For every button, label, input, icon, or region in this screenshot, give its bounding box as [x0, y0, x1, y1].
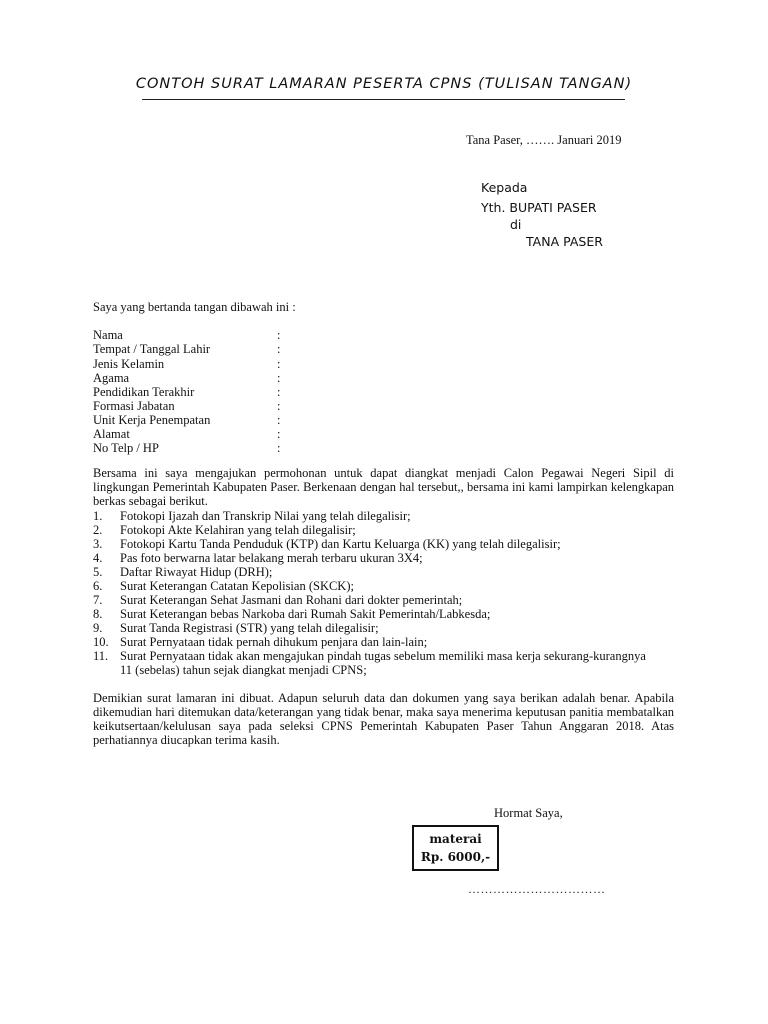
list-number: 3.	[93, 537, 103, 551]
field-label-telp: No Telp / HP	[93, 441, 159, 455]
field-label-pendidikan: Pendidikan Terakhir	[93, 385, 195, 399]
paragraph-closing: Demikian surat lamaran ini dibuat. Adapun seluruh data dan dokumen yang saya berikan adalah benar. Apabila dikemudian hari ditemukan data/keterangan yang tidak benar, maka saya menerima keputusan panitia membatalkan keikutsertaan/kelulusan saya pada seleksi CPNS Pemerintah Kabupaten Paser Tahun Anggaran 2018. Atas perhatiannya diucapkan terima kasih.	[93, 691, 674, 747]
list-item: Surat Keterangan bebas Narkoba dari Rumah Sakit Pemerintah/Labkesda;	[120, 607, 491, 621]
field-colon: :	[277, 357, 281, 371]
list-item: Surat Pernyataan tidak akan mengajukan pindah tugas sebelum memiliki masa kerja sekurang-kurangnya	[120, 649, 646, 663]
field-label-unit-kerja: Unit Kerja Penempatan	[93, 413, 211, 427]
materai-stamp-box	[412, 825, 499, 871]
field-label-nama: Nama	[93, 328, 123, 342]
list-item: Surat Pernyataan tidak pernah dihukum penjara dan lain-lain;	[120, 635, 428, 649]
date-line: Tana Paser, ……. Januari 2019	[466, 133, 622, 147]
list-number: 11.	[93, 649, 109, 663]
paragraph-request: Bersama ini saya mengajukan permohonan untuk dapat diangkat menjadi Calon Pegawai Negeri Sipil di lingkungan Pemerintah Kabupaten Paser. Berkenaan dengan hal tersebut,, bersama ini kami lampirkan kelengkapan berkas sebagai berikut.	[93, 466, 674, 508]
list-item: Surat Keterangan Sehat Jasmani dan Rohani dari dokter pemerintah;	[120, 593, 463, 607]
field-colon: :	[277, 399, 281, 413]
field-label-formasi: Formasi Jabatan	[93, 399, 175, 413]
list-number: 6.	[93, 579, 103, 593]
list-number: 2.	[93, 523, 103, 537]
title-underline	[142, 99, 625, 100]
letter-title: CONTOH SURAT LAMARAN PESERTA CPNS (TULISAN TANGAN)	[135, 76, 633, 92]
stamp-line-2: Rp. 6000,-	[420, 850, 491, 864]
stamp-line-1: materai	[429, 832, 482, 846]
field-colon: :	[277, 342, 281, 356]
list-number: 1.	[93, 509, 103, 523]
list-item: Fotokopi Ijazah dan Transkrip Nilai yang telah dilegalisir;	[120, 509, 411, 523]
list-item: Pas foto berwarna latar belakang merah terbaru ukuran 3X4;	[120, 551, 423, 565]
list-number: 10.	[93, 635, 109, 649]
field-colon: :	[277, 413, 281, 427]
list-item: Daftar Riwayat Hidup (DRH);	[120, 565, 273, 579]
field-label-agama: Agama	[93, 371, 130, 385]
address-di: di	[510, 217, 522, 232]
list-number: 4.	[93, 551, 103, 565]
field-colon: :	[277, 328, 281, 342]
field-colon: :	[277, 371, 281, 385]
field-colon: :	[277, 441, 281, 455]
field-colon: :	[277, 385, 281, 399]
list-number: 8.	[93, 607, 103, 621]
intro-text: Saya yang bertanda tangan dibawah ini :	[93, 300, 296, 314]
field-colon: :	[277, 427, 281, 441]
list-item-continuation: 11 (sebelas) tahun sejak diangkat menjadi CPNS;	[120, 663, 367, 677]
field-label-ttl: Tempat / Tanggal Lahir	[93, 342, 211, 356]
list-number: 7.	[93, 593, 103, 607]
list-item: Fotokopi Kartu Tanda Penduduk (KTP) dan Kartu Keluarga (KK) yang telah dilegalisir;	[120, 537, 561, 551]
address-kepada: Kepada	[481, 180, 528, 195]
list-item: Surat Tanda Registrasi (STR) yang telah dilegalisir;	[120, 621, 379, 635]
list-number: 9.	[93, 621, 103, 635]
list-item: Fotokopi Akte Kelahiran yang telah dilegalisir;	[120, 523, 356, 537]
field-label-alamat: Alamat	[93, 427, 130, 441]
address-place: TANA PASER	[526, 234, 603, 249]
signature-line: ……………………………	[468, 882, 606, 896]
closing-salutation: Hormat Saya,	[494, 806, 563, 820]
list-number: 5.	[93, 565, 103, 579]
field-label-jenis-kelamin: Jenis Kelamin	[93, 357, 165, 371]
address-recipient: Yth. BUPATI PASER	[481, 200, 597, 215]
list-item: Surat Keterangan Catatan Kepolisian (SKCK);	[120, 579, 354, 593]
